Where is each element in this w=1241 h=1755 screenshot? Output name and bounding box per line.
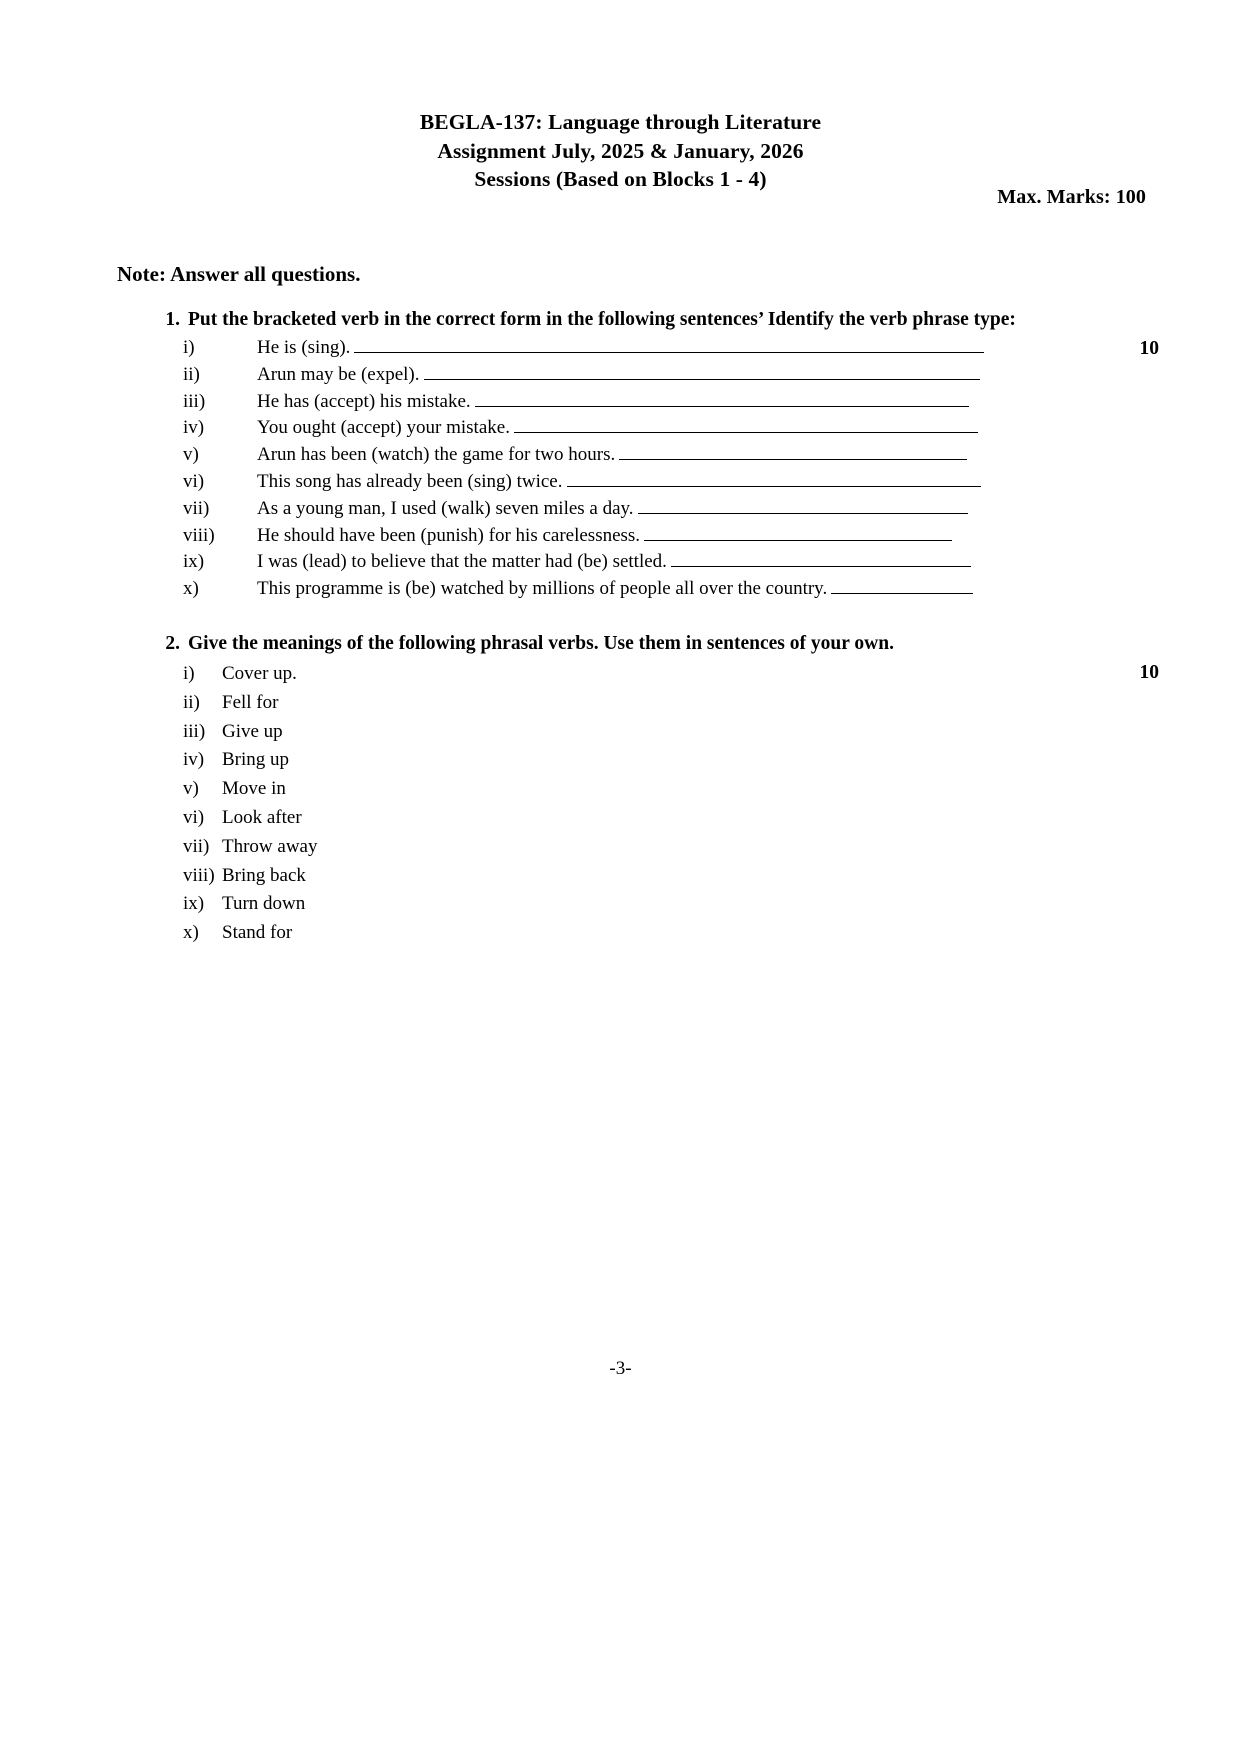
sub-question-text: Look after xyxy=(222,806,302,828)
question-number: 1. xyxy=(165,309,180,330)
sub-question-text: Fell for xyxy=(222,691,279,713)
sub-question-label: i) xyxy=(183,337,195,358)
sub-question-label: ix) xyxy=(183,893,205,915)
sub-question-item xyxy=(0,775,1241,804)
sub-question-text: He should have been (punish) for his carelessness. xyxy=(257,524,641,546)
sub-question-item xyxy=(0,919,1241,948)
answer-blank[interactable] xyxy=(424,363,980,380)
sub-question-label: ii) xyxy=(183,691,200,713)
page-number: -3- xyxy=(609,1358,632,1379)
sub-question-label: vii) xyxy=(183,497,210,519)
max-marks-label: Max. Marks: 100 xyxy=(997,186,1146,208)
question-text: Put the bracketed verb in the correct form in the following sentences’ Identify the verb phrase type: xyxy=(188,309,1016,330)
sub-question-item xyxy=(0,804,1241,833)
sub-question-item xyxy=(0,496,1241,523)
header-line-3: Sessions (Based on Blocks 1 - 4) xyxy=(474,167,767,191)
sub-question-label: iv) xyxy=(183,749,205,771)
sub-question-label: vii) xyxy=(183,835,210,857)
sub-question-list xyxy=(0,660,1241,948)
sub-question-item xyxy=(0,890,1241,919)
answer-blank[interactable] xyxy=(354,336,984,353)
sub-question-list xyxy=(0,335,1241,603)
question-block xyxy=(0,305,1241,603)
sub-question-item xyxy=(0,833,1241,862)
answer-blank[interactable] xyxy=(514,416,978,433)
question-marks: 10 xyxy=(1139,338,1159,359)
sub-question-item xyxy=(0,362,1241,389)
sub-question-text: This programme is (be) watched by millions of people all over the country. xyxy=(257,578,828,600)
questions-list xyxy=(0,305,1241,966)
sub-question-text: I was (lead) to believe that the matter had (be) settled. xyxy=(257,551,667,573)
sub-question-text: He is (sing). xyxy=(257,337,351,358)
sub-question-item xyxy=(0,469,1241,496)
sub-question-item xyxy=(0,523,1241,550)
header-line-2: Assignment July, 2025 & January, 2026 xyxy=(437,138,804,163)
sub-question-item xyxy=(0,335,1241,362)
sub-question-label: i) xyxy=(183,662,195,684)
sub-question-label: v) xyxy=(183,778,199,800)
sub-question-label: vi) xyxy=(183,806,205,828)
sub-question-text: Bring up xyxy=(222,749,290,771)
sub-question-text: He has (accept) his mistake. xyxy=(257,390,471,412)
answer-blank[interactable] xyxy=(644,523,952,540)
answer-blank[interactable] xyxy=(475,389,969,406)
sub-question-item xyxy=(0,415,1241,442)
sub-question-label: x) xyxy=(183,578,199,600)
answer-blank[interactable] xyxy=(831,577,973,594)
sub-question-label: viii) xyxy=(183,864,215,886)
answer-blank[interactable] xyxy=(671,550,971,567)
sub-question-text: Cover up. xyxy=(222,662,297,684)
question-block xyxy=(0,629,1241,948)
sub-question-text: You ought (accept) your mistake. xyxy=(257,417,510,439)
sub-question-text: Arun may be (expel). xyxy=(257,363,420,385)
question-marks: 10 xyxy=(1139,661,1159,683)
sub-question-text: Give up xyxy=(222,720,283,742)
sub-question-text: Arun has been (watch) the game for two hours. xyxy=(257,444,616,466)
sub-question-text: This song has already been (sing) twice. xyxy=(257,470,563,492)
instructions-note: Note: Answer all questions. xyxy=(117,262,361,286)
sub-question-item xyxy=(0,389,1241,416)
sub-question-item xyxy=(0,442,1241,469)
sub-question-item xyxy=(0,576,1241,603)
question-text: Give the meanings of the following phrasal verbs. Use them in sentences of your own. xyxy=(188,632,894,654)
sub-question-label: x) xyxy=(183,922,199,944)
answer-blank[interactable] xyxy=(567,470,981,487)
document-header xyxy=(0,108,1241,194)
sub-question-label: iii) xyxy=(183,390,206,412)
sub-question-label: iii) xyxy=(183,720,206,742)
sub-question-item xyxy=(0,746,1241,775)
answer-blank[interactable] xyxy=(638,497,968,514)
sub-question-item xyxy=(0,862,1241,891)
sub-question-text: Stand for xyxy=(222,922,293,944)
sub-question-text: As a young man, I used (walk) seven miles a day. xyxy=(257,497,634,519)
sub-question-label: ix) xyxy=(183,551,205,573)
sub-question-item xyxy=(0,549,1241,576)
sub-question-label: v) xyxy=(183,444,199,466)
sub-question-label: viii) xyxy=(183,524,215,546)
question-number: 2. xyxy=(165,632,180,654)
sub-question-label: ii) xyxy=(183,363,200,385)
sub-question-item xyxy=(0,689,1241,718)
header-line-1: BEGLA-137: Language through Literature xyxy=(419,110,822,134)
sub-question-text: Bring back xyxy=(222,864,306,886)
sub-question-item xyxy=(0,660,1241,689)
sub-question-text: Move in xyxy=(222,778,286,800)
sub-question-item xyxy=(0,718,1241,747)
answer-blank[interactable] xyxy=(619,443,967,460)
sub-question-label: vi) xyxy=(183,470,205,492)
sub-question-text: Turn down xyxy=(222,893,306,915)
sub-question-label: iv) xyxy=(183,417,205,439)
sub-question-text: Throw away xyxy=(222,835,318,857)
